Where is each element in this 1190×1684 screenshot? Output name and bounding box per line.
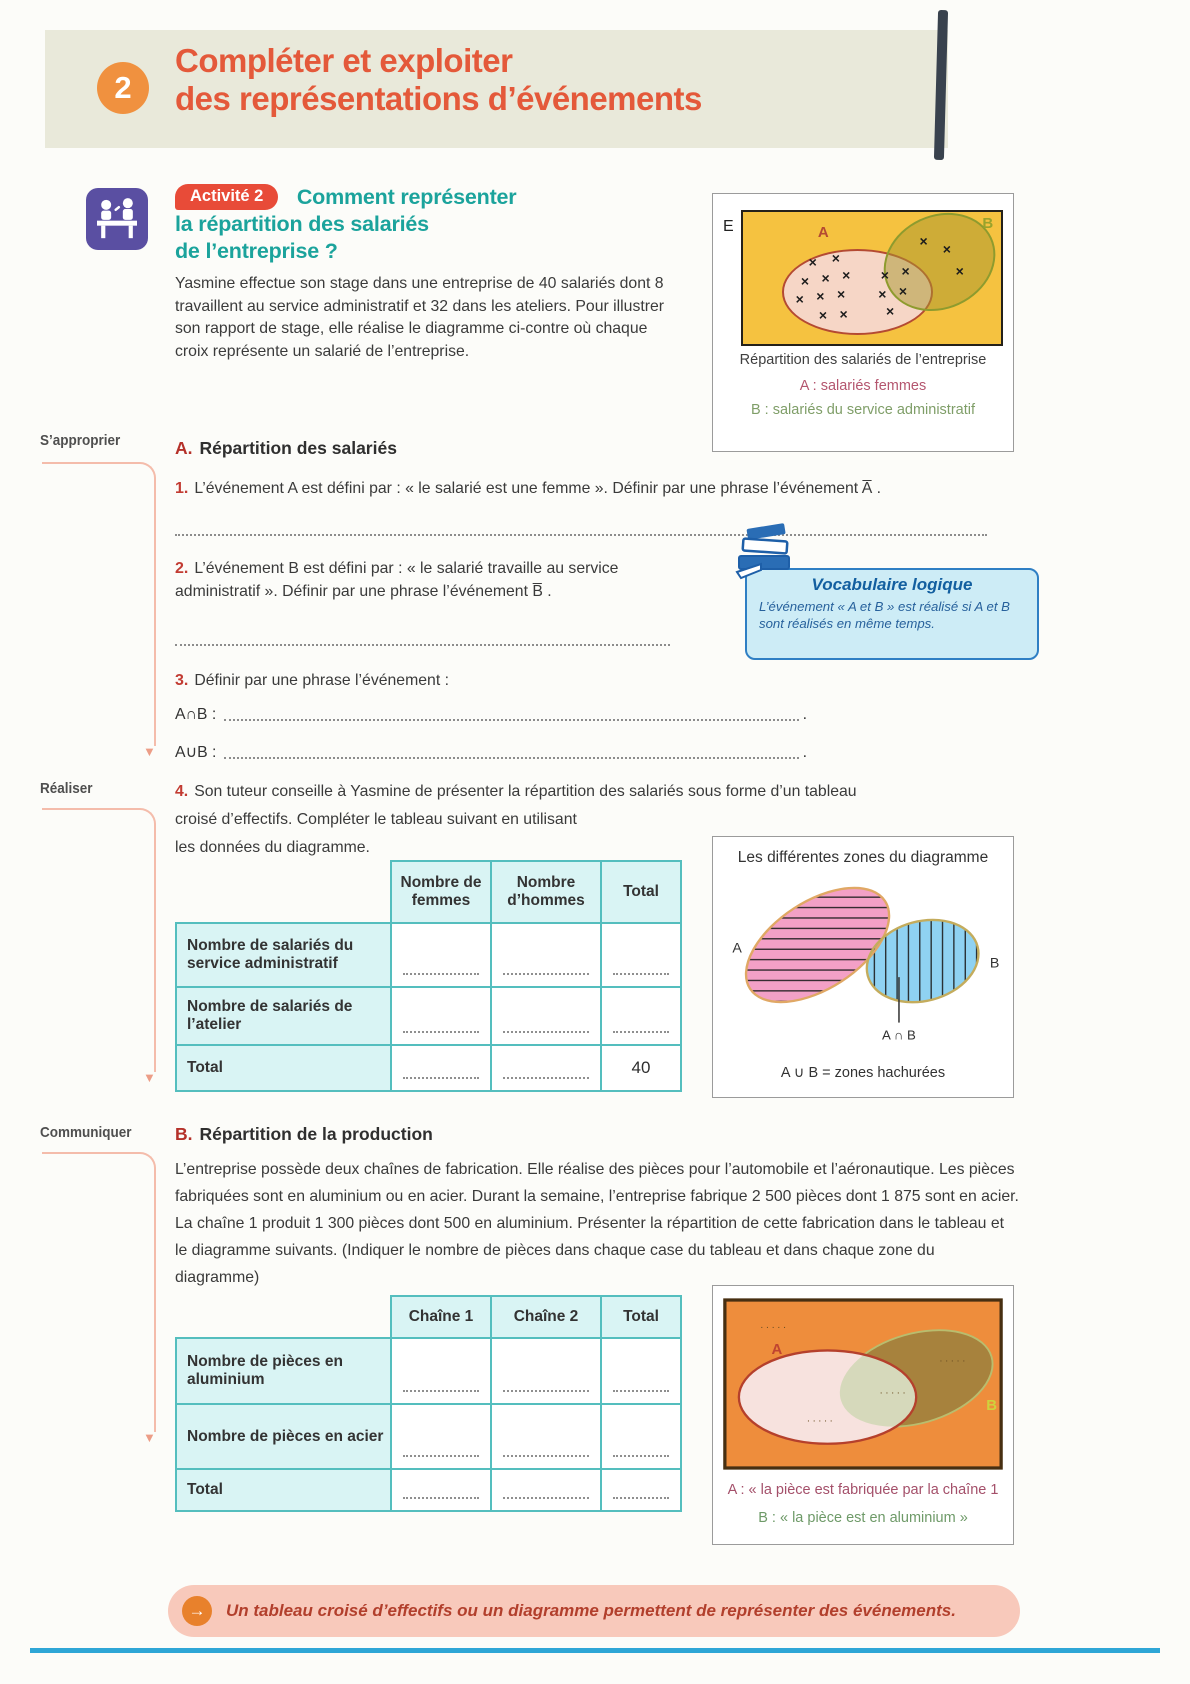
cross-mark: × xyxy=(818,306,828,323)
intersection-answer-row xyxy=(175,706,807,724)
answer-cell[interactable] xyxy=(391,987,491,1045)
section-b-heading xyxy=(175,1124,433,1145)
answer-cell[interactable] xyxy=(601,1404,681,1469)
zones-caption: A ∪ B = zones hachurées xyxy=(780,1065,946,1081)
answer-cell[interactable] xyxy=(391,923,491,987)
zones-a-label: A xyxy=(732,940,742,957)
page-bottom-rule xyxy=(30,1648,1160,1653)
activity-intro-text: Yasmine effectue son stage dans une entreprise de 40 salariés dont 8 travaillent au service administratif et 32 dans les ateliers. Pour illustrer son rapport de stage, elle réalise le diagramme ci-contre où chaque croix représente un salarié de l’entreprise. xyxy=(175,274,665,361)
chapter-title-line1: Compléter et exploiter xyxy=(175,42,513,79)
cross-mark: × xyxy=(942,240,951,257)
activity-badge: Activité 2 xyxy=(175,184,278,210)
cross-mark: × xyxy=(836,285,846,302)
cross-mark: × xyxy=(878,285,887,302)
question-number: 2. xyxy=(175,560,189,577)
answer-zone-intersection[interactable]: . . . . . xyxy=(879,1385,906,1397)
answer-blank-union[interactable] xyxy=(224,757,798,759)
question-2 xyxy=(175,558,680,604)
table-row xyxy=(176,1045,681,1091)
question-text: Définir par une phrase l’événement : xyxy=(194,672,449,689)
table-row xyxy=(176,923,681,987)
takeaway-banner xyxy=(168,1585,1020,1637)
phase-bracket xyxy=(42,1152,156,1432)
activity-title-line1: Comment représenter xyxy=(296,185,517,209)
question-text-line3: les données du diagramme. xyxy=(175,839,370,856)
venn-diagram-salaries xyxy=(741,210,1003,346)
col-header-chaine2: Chaîne 2 xyxy=(491,1296,601,1338)
union-answer-row xyxy=(175,742,807,762)
set-a-label: A xyxy=(771,1341,783,1359)
question-3 xyxy=(175,670,775,693)
col-header-femmes: Nombre de femmes xyxy=(391,861,491,923)
answer-cell[interactable] xyxy=(491,1404,601,1469)
answer-cell[interactable] xyxy=(491,923,601,987)
activity-title-line2: la répartition des salariés xyxy=(175,211,429,236)
books-stack-icon xyxy=(731,520,803,587)
table-row xyxy=(176,1404,681,1469)
answer-cell[interactable] xyxy=(391,1045,491,1091)
zones-venn-diagram xyxy=(721,871,1005,1053)
question-number: 1. xyxy=(175,480,189,497)
phase-arrow-icon: ▼ xyxy=(143,1430,156,1445)
set-a-label: A xyxy=(817,223,829,241)
answer-blank-q2[interactable] xyxy=(175,644,670,646)
col-header-hommes: Nombre d’hommes xyxy=(491,861,601,923)
production-venn-diagram xyxy=(723,1298,1003,1470)
arrow-icon: → xyxy=(182,1596,212,1626)
answer-cell[interactable] xyxy=(491,1338,601,1404)
set-b-label: B xyxy=(986,1397,997,1415)
phase-label-communiquer: Communiquer xyxy=(40,1124,132,1141)
table-row xyxy=(176,1338,681,1404)
table-row xyxy=(176,1469,681,1511)
row-header-total: Total xyxy=(176,1469,391,1511)
answer-blank-q1[interactable] xyxy=(175,534,987,536)
intersection-label: A∩B : xyxy=(175,706,217,723)
section-b-intro: L’entreprise possède deux chaînes de fabrication. Elle réalise des pièces pour l’automobile et l’aéronautique. Les pièces fabriquées sont en aluminium ou en acier. Durant la semaine, l’entreprise fabrique 2 500 pièces dont 1 875 sont en acier. La chaîne 1 produit 1 300 pièces dont 500 en aluminium. Présenter la répartition de cette fabrication dans le tableau et le diagramme suivants. (Indiquer le nombre de pièces dans chaque case du tableau et dans chaque zone du diagramme) xyxy=(175,1161,1019,1286)
answer-cell[interactable] xyxy=(391,1469,491,1511)
row-header-atelier: Nombre de salariés de l’atelier xyxy=(176,987,391,1045)
zones-figure-title: Les différentes zones du diagramme xyxy=(737,849,989,866)
universe-label: E xyxy=(723,218,734,235)
two-people-at-table-icon xyxy=(92,194,142,244)
line-period: . xyxy=(802,744,807,761)
question-text-line2: croisé d’effectifs. Compléter le tableau suivant en utilisant xyxy=(175,811,577,828)
union-label: A∪B : xyxy=(175,744,217,761)
cross-mark: × xyxy=(816,288,825,305)
salaries-venn-figure xyxy=(712,193,1014,452)
figure-caption: Répartition des salariés de l’entreprise xyxy=(739,352,987,368)
table-corner-cell xyxy=(176,1296,391,1338)
table-corner-cell xyxy=(176,861,391,923)
section-title: Répartition des salariés xyxy=(199,438,397,458)
table-row xyxy=(176,987,681,1045)
col-header-total: Total xyxy=(601,861,681,923)
answer-cell[interactable] xyxy=(601,1338,681,1404)
takeaway-text: Un tableau croisé d’effectifs ou un diagramme permettent de représenter des événements. xyxy=(226,1601,956,1620)
answer-cell[interactable] xyxy=(391,1404,491,1469)
row-header-acier: Nombre de pièces en acier xyxy=(176,1404,391,1469)
cross-mark: × xyxy=(955,263,964,280)
answer-blank-intersection[interactable] xyxy=(224,719,798,721)
phase-bracket xyxy=(42,462,156,746)
vocab-box-text: L’événement « A et B » est réalisé si A et B sont réalisés en même temps. xyxy=(759,599,1010,632)
phase-label-realiser: Réaliser xyxy=(40,780,93,797)
cross-mark: × xyxy=(800,272,809,289)
chapter-title xyxy=(175,42,702,119)
answer-cell[interactable] xyxy=(601,987,681,1045)
phase-bracket xyxy=(42,808,156,1072)
legend-a: A : salariés femmes xyxy=(799,378,927,394)
section-letter: A. xyxy=(175,438,193,458)
salaries-table xyxy=(175,860,682,1092)
question-text: L’événement B est défini par : « le salarié travaille au service administratif ». Définir par une phrase l’événement B̅ . xyxy=(175,560,619,600)
phase-arrow-icon: ▼ xyxy=(143,744,156,759)
activity-header xyxy=(175,184,695,364)
col-header-total: Total xyxy=(601,1296,681,1338)
section-a-heading xyxy=(175,438,397,459)
cross-mark: × xyxy=(795,291,804,308)
cross-mark: × xyxy=(839,305,848,322)
row-header-administratif: Nombre de salariés du service administratif xyxy=(176,923,391,987)
answer-cell[interactable] xyxy=(601,1469,681,1511)
cross-mark: × xyxy=(901,263,910,280)
col-header-chaine1: Chaîne 1 xyxy=(391,1296,491,1338)
total-value-cell: 40 xyxy=(601,1045,681,1091)
production-table xyxy=(175,1295,682,1512)
legend-b: B : « la pièce est en aluminium » xyxy=(758,1510,968,1526)
cross-mark: × xyxy=(885,303,895,319)
phase-label-approprier: S’approprier xyxy=(40,432,121,449)
activity-title-line3: de l’entreprise ? xyxy=(175,238,338,263)
answer-zone-a-only[interactable]: . . . . . xyxy=(807,1413,833,1425)
vocab-box-title: Vocabulaire logique xyxy=(811,575,973,594)
chapter-header-band xyxy=(45,30,948,148)
row-header-aluminium: Nombre de pièces en aluminium xyxy=(176,1338,391,1404)
zones-b-label: B xyxy=(989,955,1000,972)
cross-mark: × xyxy=(808,254,817,271)
cross-mark: × xyxy=(821,270,830,286)
cross-mark: × xyxy=(919,233,928,250)
zones-figure xyxy=(712,836,1014,1098)
cross-mark: × xyxy=(831,250,840,267)
cross-mark: × xyxy=(898,283,908,300)
answer-cell[interactable] xyxy=(391,1338,491,1404)
set-b-label: B xyxy=(982,214,994,232)
phase-arrow-icon: ▼ xyxy=(143,1070,156,1085)
section-letter: B. xyxy=(175,1124,193,1144)
answer-cell[interactable] xyxy=(491,987,601,1045)
answer-cell[interactable] xyxy=(601,923,681,987)
legend-b: B : salariés du service administratif xyxy=(750,402,976,418)
section-title: Répartition de la production xyxy=(199,1124,433,1144)
legend-a: A : « la pièce est fabriquée par la chaîne 1 xyxy=(727,1482,999,1498)
question-text-line1: Son tuteur conseille à Yasmine de présenter la répartition des salariés sous forme d’un tableau xyxy=(194,783,857,800)
answer-zone-b-only[interactable]: . . . . . xyxy=(939,1353,966,1365)
question-1 xyxy=(175,478,1007,501)
line-period: . xyxy=(802,706,807,723)
group-work-icon xyxy=(86,188,148,250)
question-number: 4. xyxy=(175,783,189,800)
answer-zone-universe[interactable]: . . . . . xyxy=(760,1320,786,1331)
intersection-pointer-label: A ∩ B xyxy=(882,1027,916,1043)
answer-cell[interactable] xyxy=(491,1045,601,1091)
question-text: L’événement A est défini par : « le salarié est une femme ». Définir par une phrase l’événement A̅ . xyxy=(194,480,882,497)
production-venn-figure xyxy=(712,1285,1014,1545)
vocab-logic-box xyxy=(745,568,1039,660)
cross-mark: × xyxy=(880,267,889,284)
chapter-number-badge: 2 xyxy=(97,62,149,114)
question-number: 3. xyxy=(175,672,189,689)
answer-cell[interactable] xyxy=(491,1469,601,1511)
cross-mark: × xyxy=(842,267,851,284)
chapter-title-line2: des représentations d’événements xyxy=(175,80,702,118)
row-header-total: Total xyxy=(176,1045,391,1091)
